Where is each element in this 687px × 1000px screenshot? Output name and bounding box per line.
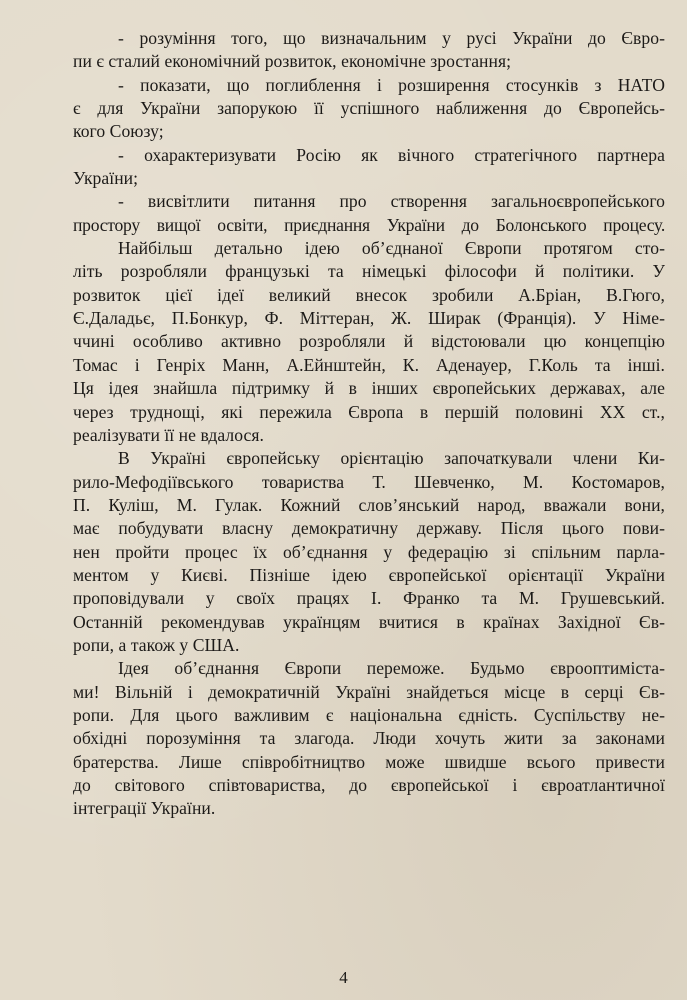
text-line: ропи, а також у США. xyxy=(73,634,240,655)
list-item xyxy=(73,144,665,191)
document-body xyxy=(73,27,665,821)
text-line: Ця ідея знайшла підтримку й в інших європейських державах, але xyxy=(73,378,665,399)
text-line: через труднощі, які пережила Європа в першій половині XX ст., xyxy=(73,401,665,422)
list-item xyxy=(73,27,665,74)
text-line: України; xyxy=(73,168,139,189)
text-line: ми! Вільній і демократичній Україні знайдеться місце в серці Єв- xyxy=(73,681,665,702)
text-line: Томас і Генріх Манн, А.Ейнштейн, К. Аденауер, Г.Коль та інші. xyxy=(73,354,665,375)
text-line: є для України запорукою її успішного наближення до Європейсь- xyxy=(73,98,665,119)
text-line: П. Куліш, М. Гулак. Кожний слов’янський народ, вважали вони, xyxy=(73,494,665,515)
text-line: ментом у Києві. Пізніше ідею європейської орієнтації України xyxy=(73,564,665,585)
text-line: братерства. Лише співробітництво може швидше всього привести xyxy=(73,751,665,772)
paragraph xyxy=(73,447,665,657)
text-line: - охарактеризувати Росію як вічного стратегічного партнера xyxy=(118,144,665,165)
list-item xyxy=(73,74,665,144)
text-line: Є.Даладьє, П.Бонкур, Ф. Міттеран, Ж. Ширак (Франція). У Німе- xyxy=(73,308,665,329)
text-line: має побудувати власну демократичну державу. Після цього пови- xyxy=(73,518,665,539)
page-number: 4 xyxy=(339,968,348,987)
text-line: ччині особливо активно розробляли й відстоювали цю концепцію xyxy=(73,331,665,352)
text-line: розвиток цієї ідеї великий внесок зробили А.Бріан, В.Гюго, xyxy=(73,284,665,305)
text-line: нен пройти процес їх об’єднання у федерацію зі спільним парла- xyxy=(73,541,665,562)
text-line: проповідували у своїх працях І. Франко та М. Грушевський. xyxy=(73,588,665,609)
text-line: В Україні європейську орієнтацію започаткували члени Ки- xyxy=(118,448,665,469)
text-line: реалізувати її не вдалося. xyxy=(73,424,264,445)
text-line: - висвітлити питання про створення загальноєвропейського xyxy=(118,191,665,212)
text-line: кого Союзу; xyxy=(73,121,164,142)
text-line: - показати, що поглиблення і розширення стосунків з НАТО xyxy=(118,74,665,95)
text-line: - розуміння того, що визначальним у русі України до Євро- xyxy=(118,28,665,48)
text-line: до світового співтовариства, до європейської і євроатлантичної xyxy=(73,775,665,795)
text-line: Ідея об’єднання Європи переможе. Будьмо єврооптиміста- xyxy=(118,658,665,679)
text-line: пи є сталий економічний розвиток, економічне зростання; xyxy=(73,51,512,72)
text-line: рило-Мефодіївського товариства Т. Шевченко, М. Костомаров, xyxy=(73,471,665,492)
paragraph xyxy=(73,237,665,447)
text-line: Найбільш детально ідею об’єднаної Європи протягом сто- xyxy=(118,238,665,259)
text-line: простору вищої освіти, приєднання України до Болонського процесу. xyxy=(73,214,665,235)
list-item xyxy=(73,190,665,237)
paragraph xyxy=(73,657,665,820)
text-line: ропи. Для цього важливим є національна єдність. Суспільству не- xyxy=(73,704,665,725)
text-line: обхідні порозуміння та злагода. Люди хочуть жити за законами xyxy=(73,728,665,749)
text-line: інтеграції України. xyxy=(73,798,216,819)
text-line: Останній рекомендував українцям вчитися в країнах Західної Єв- xyxy=(73,611,665,632)
text-line: літь розробляли французькі та німецькі філософи й політики. У xyxy=(73,261,665,282)
